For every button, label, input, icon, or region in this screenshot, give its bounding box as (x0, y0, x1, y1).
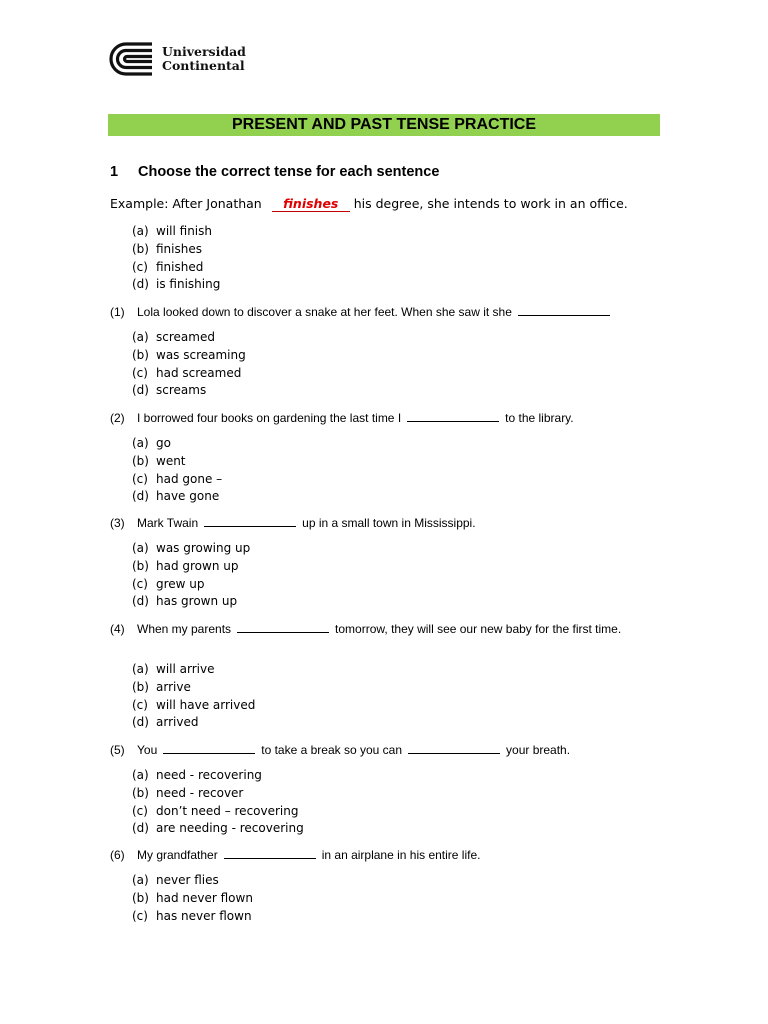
option-letter: (a) (132, 662, 149, 676)
question-2 (110, 411, 650, 426)
answer-blank (204, 516, 296, 527)
title-bar (108, 114, 660, 136)
option-letter: (d) (132, 821, 149, 836)
question-number: (1) (110, 305, 125, 319)
option-letter: (c) (132, 803, 148, 818)
option-letter: (c) (132, 697, 148, 712)
university-logo (108, 41, 246, 77)
option-letter: (a) (132, 330, 149, 344)
option-item (132, 471, 222, 489)
option-text: screams (156, 383, 207, 398)
question-number: (6) (110, 848, 125, 862)
option-item (132, 259, 220, 277)
option-item (132, 382, 246, 400)
answer-blank (518, 305, 610, 316)
option-item (132, 820, 304, 838)
logo-line-2: Continental (162, 58, 245, 73)
example-answer: finishes (272, 197, 350, 212)
option-item (132, 714, 255, 732)
option-text: screamed (156, 330, 215, 344)
option-letter: (b) (132, 347, 149, 362)
question-5-options (132, 767, 304, 838)
option-item (132, 223, 220, 241)
page-title: PRESENT AND PAST TENSE PRACTICE (231, 116, 537, 133)
option-item (132, 593, 250, 611)
option-letter: (c) (132, 471, 148, 486)
option-item (132, 488, 222, 506)
question-text (137, 516, 650, 531)
question-3-options (132, 540, 250, 611)
option-text: had screamed (156, 365, 242, 380)
option-letter: (b) (132, 453, 149, 468)
option-letter: (d) (132, 383, 149, 398)
question-text-part: up in a small town in Mississippi. (302, 516, 476, 530)
option-text: arrive (156, 679, 191, 694)
question-text-part: Mark Twain (137, 516, 199, 530)
example-prefix: Example: After Jonathan (110, 196, 262, 211)
option-text: went (156, 453, 186, 468)
option-text: need - recover (156, 785, 244, 800)
answer-blank (224, 848, 316, 859)
option-letter: (c) (132, 576, 148, 591)
question-text-part: to take a break so you can (261, 743, 403, 757)
option-text: had never flown (156, 890, 253, 905)
answer-blank (407, 411, 499, 422)
option-text: never flies (156, 873, 219, 887)
option-text: has grown up (156, 594, 238, 609)
answer-blank (237, 622, 329, 633)
option-text: will finish (156, 224, 212, 238)
option-text: will arrive (156, 662, 215, 676)
option-text: had gone – (156, 471, 223, 486)
question-5 (110, 743, 650, 758)
answer-blank (408, 743, 500, 754)
question-text (137, 411, 650, 426)
question-number: (2) (110, 411, 125, 425)
question-number: (5) (110, 743, 125, 757)
option-letter: (d) (132, 277, 149, 292)
option-text: grew up (156, 576, 205, 591)
option-item (132, 347, 246, 365)
option-text: arrived (156, 715, 199, 730)
option-item (132, 329, 246, 347)
option-text: was screaming (156, 347, 246, 362)
section-heading (110, 164, 439, 180)
example-suffix: his degree, she intends to work in an office. (353, 196, 628, 211)
option-item (132, 679, 255, 697)
section-number: 1 (110, 164, 119, 180)
option-letter: (b) (132, 785, 149, 800)
option-text: have gone (156, 489, 220, 504)
question-2-options (132, 435, 222, 506)
option-text: is finishing (156, 277, 221, 292)
option-item (132, 435, 222, 453)
option-letter: (a) (132, 541, 149, 555)
question-1-options (132, 329, 246, 400)
option-letter: (b) (132, 558, 149, 573)
option-item (132, 558, 250, 576)
option-text: go (156, 436, 171, 450)
option-item (132, 661, 255, 679)
question-number: (4) (110, 622, 125, 636)
question-text-part: When my parents (137, 622, 232, 636)
logo-line-1: Universidad (162, 44, 246, 59)
option-item (132, 576, 250, 594)
question-text-part: I borrowed four books on gardening the last time I (137, 411, 402, 425)
question-text-part: your breath. (506, 743, 571, 757)
option-letter: (d) (132, 489, 149, 504)
option-letter: (c) (132, 365, 148, 380)
option-text: need - recovering (156, 768, 262, 782)
option-item (132, 785, 304, 803)
question-text (137, 743, 650, 758)
option-letter: (a) (132, 436, 149, 450)
university-logo-text (162, 45, 246, 73)
option-letter: (a) (132, 768, 149, 782)
option-text: will have arrived (156, 697, 256, 712)
question-4 (110, 622, 650, 637)
option-letter: (d) (132, 594, 149, 609)
question-3 (110, 516, 650, 531)
option-letter: (b) (132, 679, 149, 694)
question-text (137, 305, 650, 320)
question-1 (110, 305, 650, 320)
option-item (132, 453, 222, 471)
option-letter: (c) (132, 908, 148, 923)
option-text: are needing - recovering (156, 821, 304, 836)
option-text: don’t need – recovering (156, 803, 299, 818)
question-4-options (132, 661, 255, 732)
option-text: finished (156, 259, 204, 274)
option-text: had grown up (156, 558, 239, 573)
question-text (137, 848, 650, 863)
question-text-part: in an airplane in his entire life. (321, 848, 481, 862)
option-item (132, 890, 253, 908)
question-number: (3) (110, 516, 125, 530)
question-text-part: Lola looked down to discover a snake at her feet. When she saw it she (137, 305, 512, 319)
university-logo-mark (108, 41, 154, 77)
option-item (132, 872, 253, 890)
question-6 (110, 848, 650, 863)
option-text: has never flown (156, 908, 252, 923)
option-item (132, 803, 304, 821)
option-item (132, 697, 255, 715)
question-text-part: to the library. (505, 411, 574, 425)
example-sentence (110, 196, 628, 212)
option-item (132, 767, 304, 785)
question-text (137, 622, 650, 637)
option-text: was growing up (156, 541, 251, 555)
option-letter: (c) (132, 259, 148, 274)
example-options (132, 223, 220, 294)
option-item (132, 908, 253, 926)
option-letter: (a) (132, 224, 149, 238)
question-text-part: tomorrow, they will see our new baby for the first time. (335, 622, 622, 636)
option-item (132, 241, 220, 259)
question-6-options (132, 872, 253, 925)
option-text: finishes (156, 241, 202, 256)
option-item (132, 365, 246, 383)
option-letter: (b) (132, 890, 149, 905)
option-item (132, 276, 220, 294)
answer-blank (163, 743, 255, 754)
option-letter: (a) (132, 873, 149, 887)
option-item (132, 540, 250, 558)
question-text-part: My grandfather (137, 848, 218, 862)
section-title: Choose the correct tense for each sentence (138, 164, 440, 180)
question-text-part: You (137, 743, 158, 757)
option-letter: (d) (132, 715, 149, 730)
option-letter: (b) (132, 241, 149, 256)
